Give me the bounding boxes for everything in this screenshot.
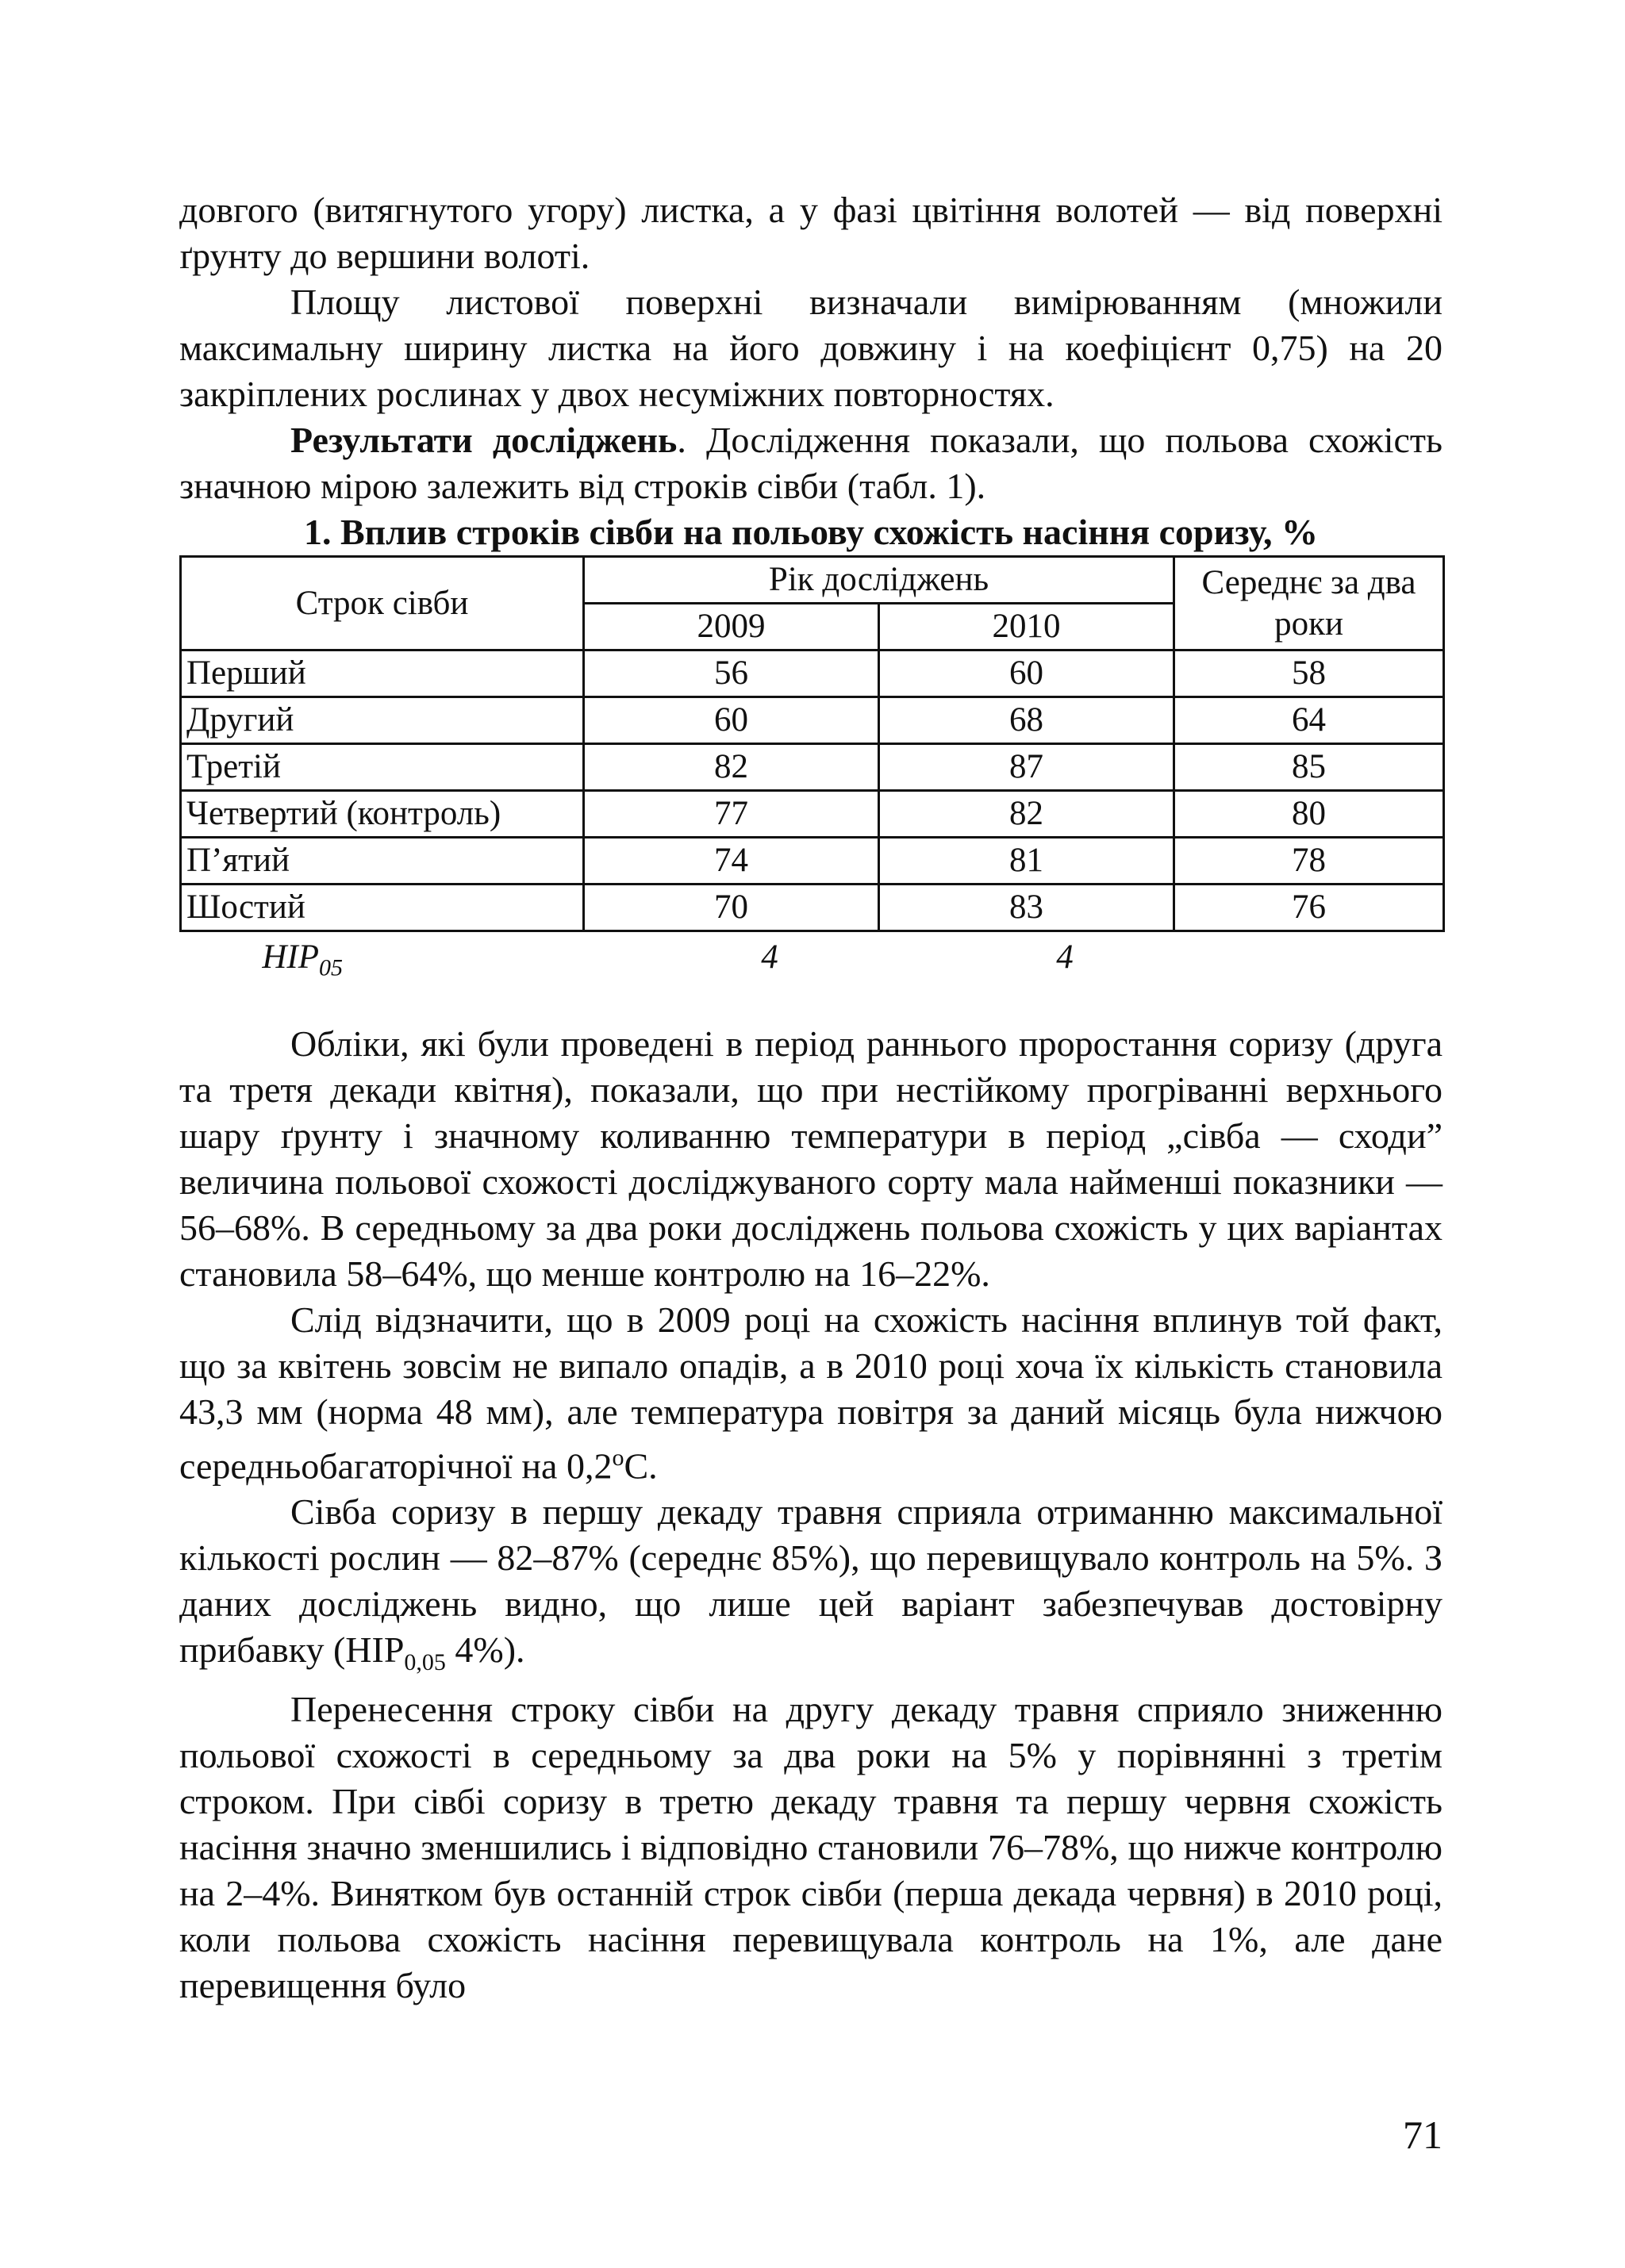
lsd-sub: 0,05: [404, 1649, 446, 1676]
lsd-label-text: НІР: [262, 938, 319, 976]
paragraph-6: Перенесення строку сівби на другу декаду травня сприяло зниженню польової схожості в середньому за два роки на 5% у порівнянні з третім строком. При сівбі соризу в третю декаду травня та першу червня схожість насіння значно зменшились і відповідно становили 76–78%, що нижче контролю на 2–4%. Винятком був останній строк сівби (перша декада червня) в 2010 році, коли польова схожість насіння перевищувала контроль на 1%, але дане перевищення було: [179, 1688, 1443, 2005]
table-row: [181, 650, 1444, 697]
paragraph-4: [179, 1297, 1443, 1489]
lsd-row: [179, 932, 1443, 983]
results-heading: Результати досліджень: [290, 420, 678, 460]
row-name: Другий: [181, 697, 584, 744]
cell-2010: 68: [879, 697, 1174, 744]
degree-sup: о: [612, 1445, 624, 1471]
header-2010: 2010: [879, 604, 1174, 650]
paragraph-4-text-b: С.: [624, 1445, 658, 1487]
table-row: [181, 885, 1444, 931]
cell-average: 64: [1174, 697, 1444, 744]
lsd-label-sub: 05: [319, 954, 343, 981]
paragraph-3: Обліки, які були проведені в період раннього проростання соризу (друга та третя декади квітня), показали, що при нестійкому прогріванні верхнього шару ґрунту і значному коливанню температури в період „сівба — сходи” величина польової схожості досліджуваного сорту мала найменші показники — 56–68%. В середньому за два роки досліджень польова схожість у цих варіантах становила 58–64%, що менше контролю на 16–22%.: [179, 1023, 1443, 1294]
row-name: П’ятий: [181, 838, 584, 885]
cell-2009: 60: [584, 697, 879, 744]
paragraph-4-text-a: Слід відзначити, що в 2009 році на схожість насіння вплинув той факт, що за квітень зовсім не випало опадів, а в 2010 році хоча їх кількість становила 43,3 мм (норма 48 мм), але температура повітря за даний місяць була нижчою середньобагаторічної на 0,2: [179, 1299, 1443, 1487]
table-row: [181, 697, 1444, 744]
cell-average: 76: [1174, 885, 1444, 931]
row-name: Шостий: [181, 885, 584, 931]
table-caption: 1. Вплив строків сівби на польову схожість насіння соризу, %: [303, 512, 1319, 552]
table-row: [181, 838, 1444, 885]
lsd-2009: 4: [761, 938, 778, 976]
lsd-2010: 4: [1056, 938, 1074, 976]
cell-2009: 77: [584, 791, 879, 838]
cell-2010: 81: [879, 838, 1174, 885]
cell-2009: 56: [584, 650, 879, 697]
paragraph-5-text-a: Сівба соризу в першу декаду травня сприяла отриманню максимальної кількості рослин — 82–87% (середнє 85%), що перевищувало контроль на 5%. З даних досліджень видно, що лише цей варіант забезпечував достовірну прибавку (НІР: [179, 1491, 1443, 1671]
cell-2010: 83: [879, 885, 1174, 931]
paragraph-2-text: . Дослідження показали, що польова схожість значною мірою залежить від строків сівби (табл. 1).: [179, 420, 1443, 506]
table-row: [181, 791, 1444, 838]
cell-average: 58: [1174, 650, 1444, 697]
cell-average: 85: [1174, 744, 1444, 791]
lsd-label: [179, 932, 435, 983]
row-name: Четвертий (контроль): [181, 791, 584, 838]
page-content: [179, 187, 1443, 2009]
table-row: [181, 744, 1444, 791]
cell-2009: 70: [584, 885, 879, 931]
header-year-group: Рік досліджень: [584, 557, 1174, 604]
header-sowing-term: Строк сівби: [181, 557, 584, 650]
germination-table: [179, 555, 1445, 932]
cell-2010: 60: [879, 650, 1174, 697]
paragraph-0: довгого (витягнутого угору) листка, а у фазі цвітіння волотей — від поверхні ґрунту до вершини волоті.: [179, 190, 1443, 276]
cell-average: 78: [1174, 838, 1444, 885]
paragraph-5-text-b: 4%).: [445, 1629, 525, 1671]
cell-2009: 82: [584, 744, 879, 791]
page-number: 71: [1403, 2113, 1443, 2157]
cell-average: 80: [1174, 791, 1444, 838]
header-2009: 2009: [584, 604, 879, 650]
header-average: Середнє за два роки: [1174, 557, 1444, 650]
paragraph-5: [179, 1489, 1443, 1686]
row-name: Перший: [181, 650, 584, 697]
paragraph-1: Площу листової поверхні визначали вимірюванням (множили максимальну ширину листка на його довжину і на коефіцієнт 0,75) на 20 закріплених рослинах у двох несуміжних повторностях.: [179, 282, 1443, 414]
paragraph-2: [179, 417, 1443, 509]
cell-2009: 74: [584, 838, 879, 885]
cell-2010: 87: [879, 744, 1174, 791]
row-name: Третій: [181, 744, 584, 791]
cell-2010: 82: [879, 791, 1174, 838]
